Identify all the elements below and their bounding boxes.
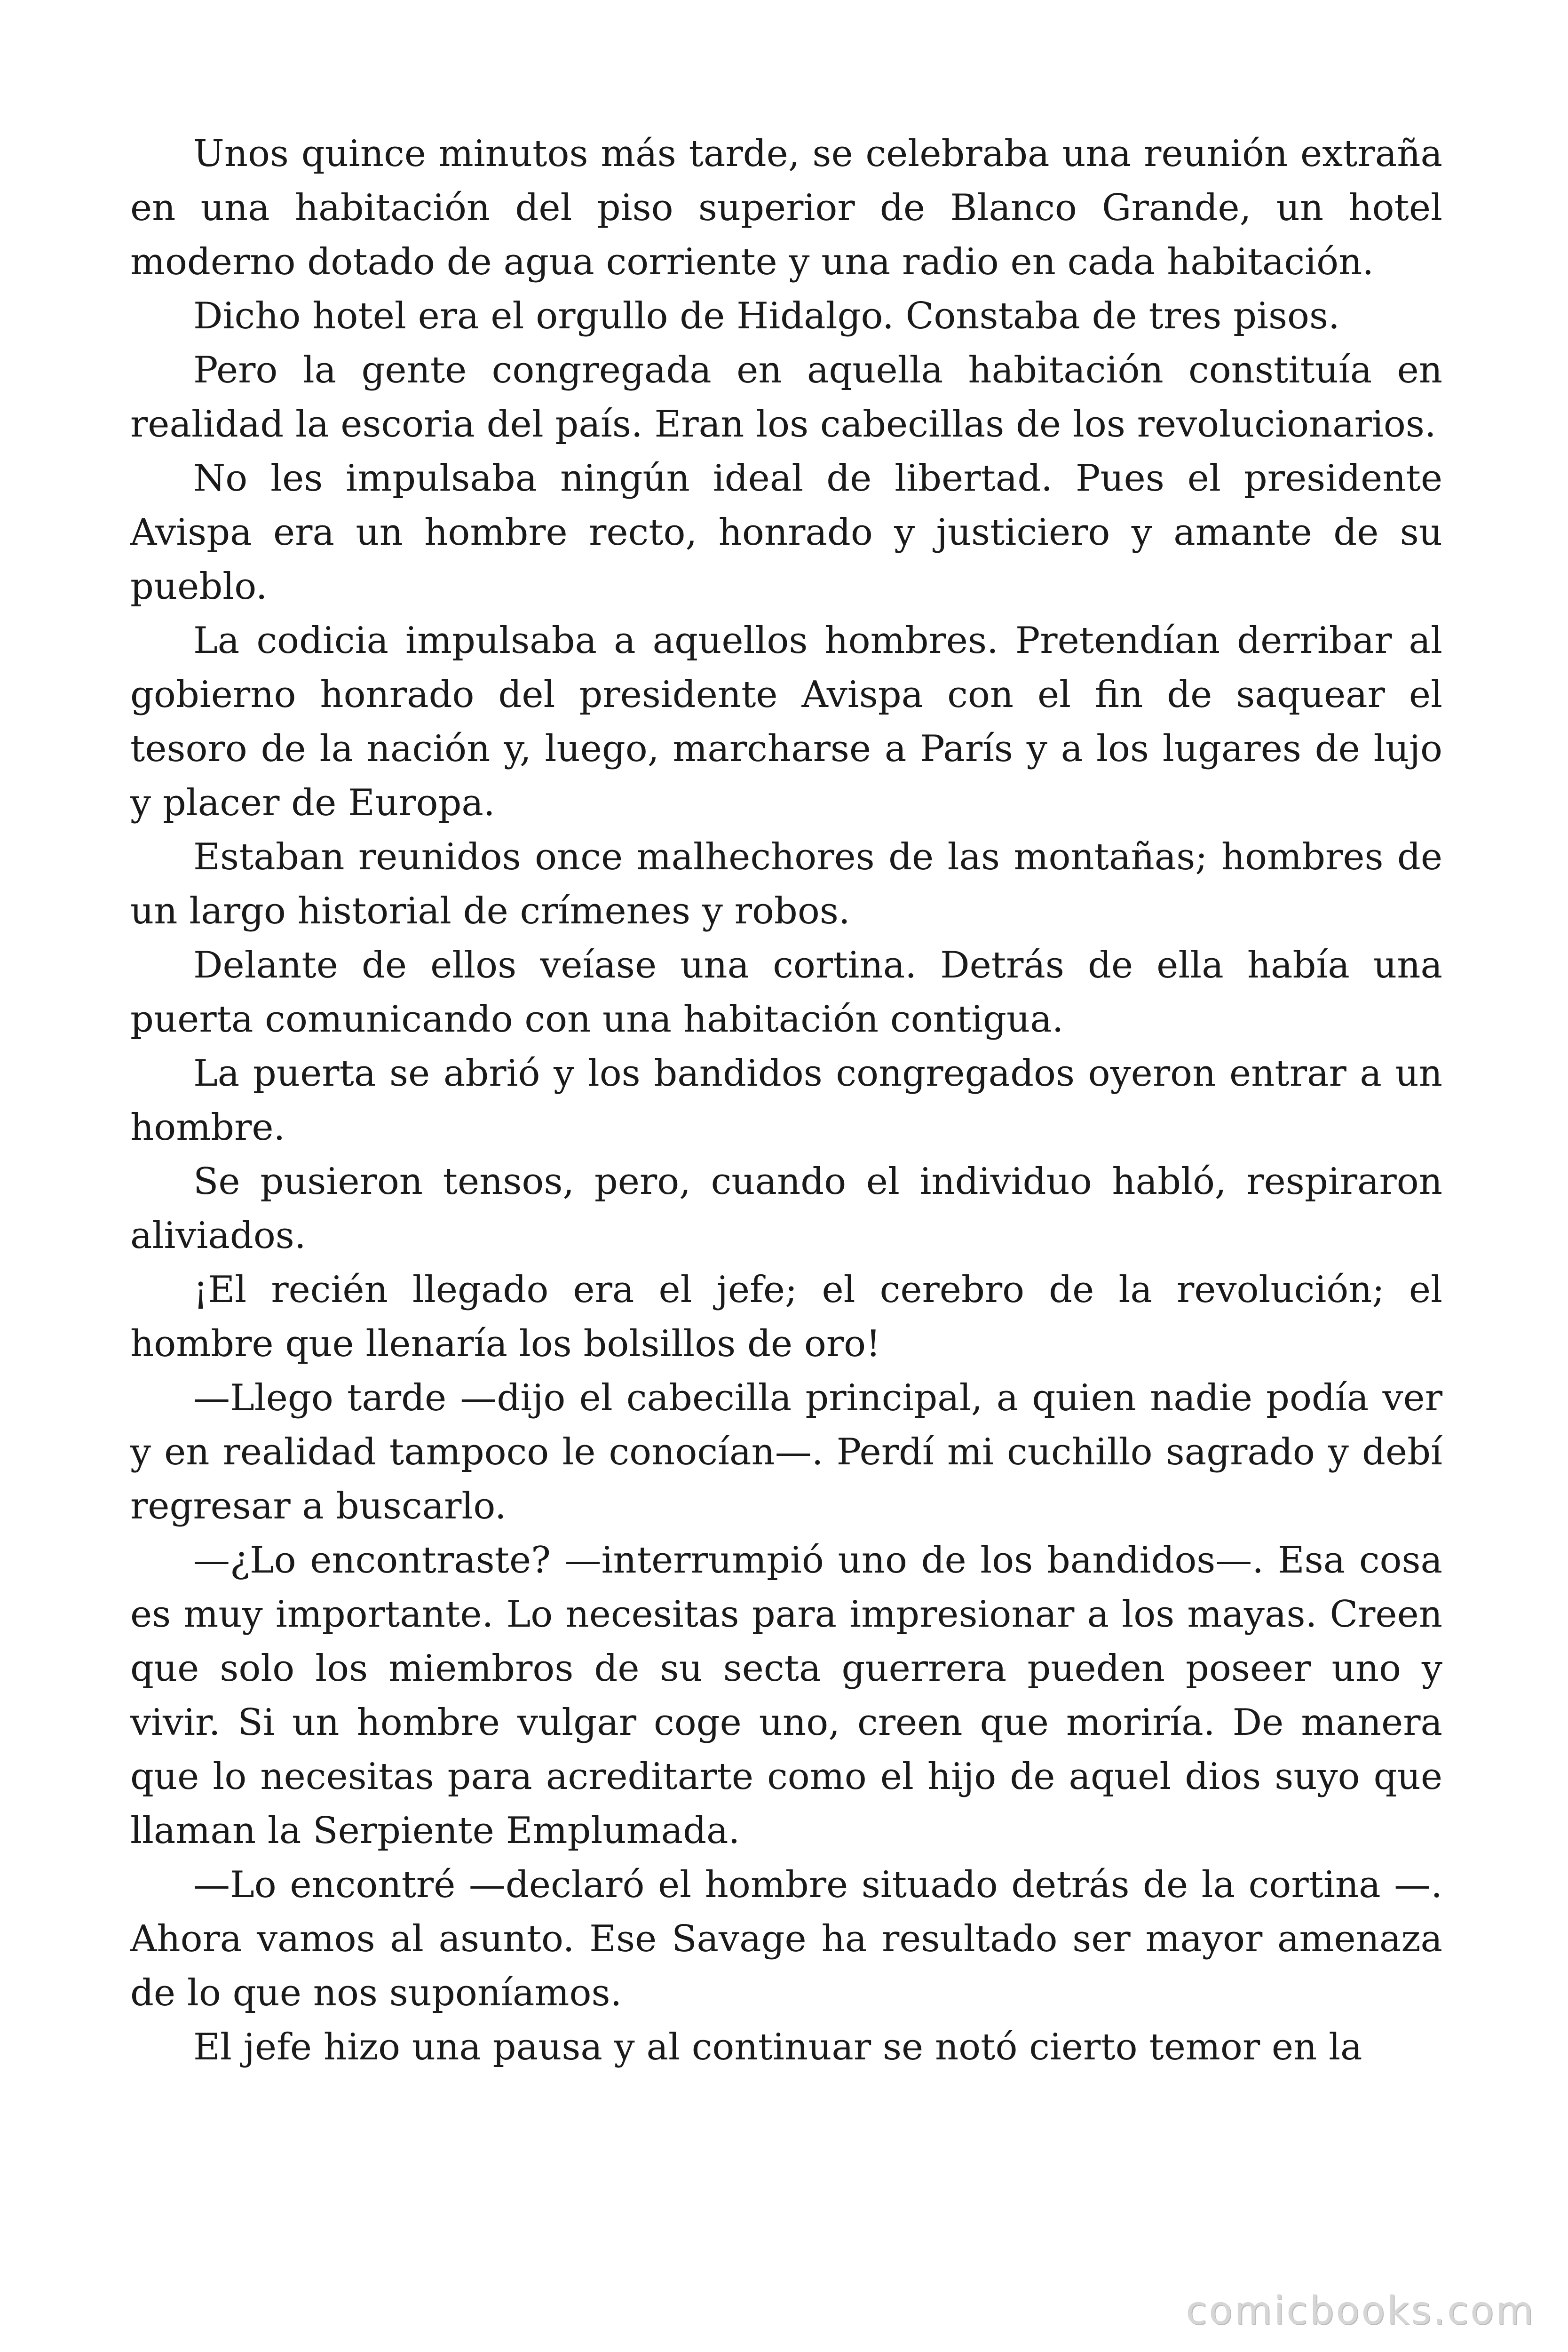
page-body [130, 127, 1442, 2074]
paragraph: Estaban reunidos once malhechores de las montañas; hombres de un largo historial de crímenes y robos. [130, 836, 1442, 932]
paragraph: —Lo encontré —declaró el hombre situado detrás de la cortina —. Ahora vamos al asunto. Ese Savage ha resultado ser mayor amenaza de lo que nos suponíamos. [130, 1864, 1442, 2014]
paragraph: La codicia impulsaba a aquellos hombres. Pretendían derribar al gobierno honrado del presidente Avispa con el fin de saquear el tesoro de la nación y, luego, marcharse a París y a los lugares de lujo y placer de Europa. [130, 620, 1442, 824]
paragraph: Se pusieron tensos, pero, cuando el individuo habló, respiraron aliviados. [130, 1160, 1442, 1257]
paragraph: La puerta se abrió y los bandidos congregados oyeron entrar a un hombre. [130, 1052, 1442, 1149]
paragraph: Pero la gente congregada en aquella habitación constituía en realidad la escoria del país. Eran los cabecillas de los revolucionarios. [130, 349, 1442, 445]
paragraph: Delante de ellos veíase una cortina. Detrás de ella había una puerta comunicando con una habitación contigua. [130, 944, 1442, 1041]
paragraph: —¿Lo encontraste? —interrumpió uno de los bandidos—. Esa cosa es muy importante. Lo necesitas para impresionar a los mayas. Creen que solo los miembros de su secta guerrera pueden poseer uno y vivir. Si un hombre vulgar coge uno, creen que moriría. De manera que lo necesitas para acreditarte como el hijo de aquel dios suyo que llaman la Serpiente Emplumada. [130, 1539, 1442, 1852]
site-watermark: comicbooks.com [1186, 2288, 1535, 2333]
last-paragraph: El jefe hizo una pausa y al continuar se notó cierto temor en la [193, 2026, 1362, 2068]
paragraph: No les impulsaba ningún ideal de libertad. Pues el presidente Avispa era un hombre recto, honrado y justiciero y amante de su pueblo. [130, 457, 1442, 608]
paragraph: —Llego tarde —dijo el cabecilla principal, a quien nadie podía ver y en realidad tampoco le conocían—. Perdí mi cuchillo sagrado y debí regresar a buscarlo. [130, 1377, 1442, 1527]
paragraph: ¡El recién llegado era el jefe; el cerebro de la revolución; el hombre que llenaría los bolsillos de oro! [130, 1269, 1442, 1365]
paragraph: Dicho hotel era el orgullo de Hidalgo. Constaba de tres pisos. [193, 295, 1340, 337]
paragraph: Unos quince minutos más tarde, se celebraba una reunión extraña en una habitación del piso superior de Blanco Grande, un hotel moderno dotado de agua corriente y una radio en cada habitación. [130, 133, 1442, 283]
